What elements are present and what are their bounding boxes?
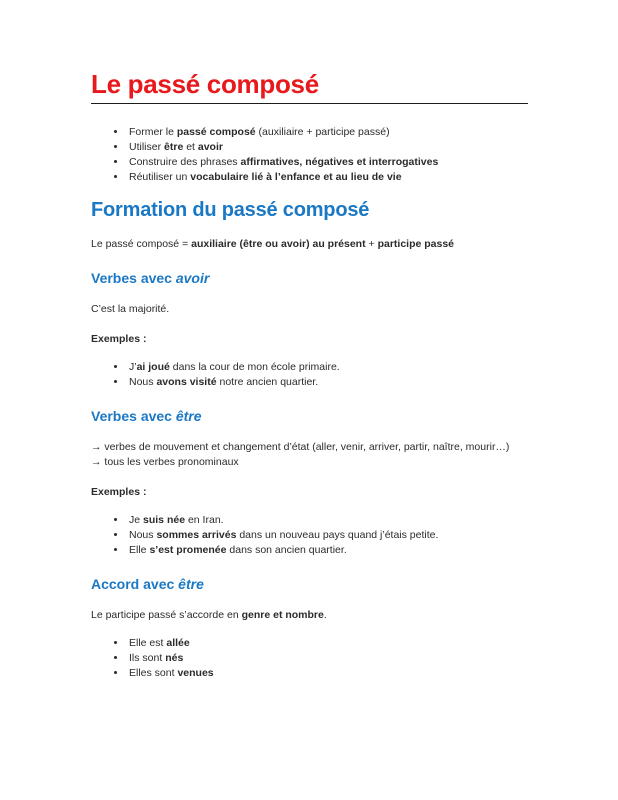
objective-item: • Former le passé composé (auxiliaire + participe passé) [127,125,528,140]
example-item: • Nous avons visité notre ancien quartier. [127,375,528,390]
section-heading-formation: Formation du passé composé [91,199,370,221]
etre-note-movement: → verbes de mouvement et changement d’état (aller, venir, arriver, partir, naître, mourir…) [91,441,510,453]
objective-item: • Construire des phrases affirmatives, négatives et interrogatives [127,155,528,170]
example-item: • J’ai joué dans la cour de mon école primaire. [127,360,528,375]
etre-note-pronominal: → tous les verbes pronominaux [91,456,239,468]
avoir-intro: C’est la majorité. [91,303,170,315]
example-item: • Je suis née en Iran. [127,513,528,528]
avoir-examples-label: Exemples : [91,333,147,345]
document-title: Le passé composé [91,71,528,104]
objective-item: • Utiliser être et avoir [127,140,528,155]
accord-examples-list [91,636,528,681]
example-item: • Elle est allée [127,636,528,651]
subsection-heading-accord-etre: Accord avec être [91,576,204,592]
example-item: • Elles sont venues [127,666,528,681]
etre-examples-list [91,513,528,558]
subsection-heading-verbes-avoir: Verbes avec avoir [91,270,210,286]
objectives-list [91,125,528,185]
example-item: • Elle s’est promenée dans son ancien quartier. [127,543,528,558]
formation-formula: Le passé composé = auxiliaire (être ou avoir) au présent + participe passé [91,238,455,250]
accord-rule: Le participe passé s’accorde en genre et nombre. [91,609,327,621]
subsection-heading-verbes-etre: Verbes avec être [91,408,202,424]
avoir-examples-list [91,360,528,390]
example-item: • Nous sommes arrivés dans un nouveau pays quand j’étais petite. [127,528,528,543]
example-item: • Ils sont nés [127,651,528,666]
etre-examples-label: Exemples : [91,486,147,498]
objective-item: • Réutiliser un vocabulaire lié à l’enfance et au lieu de vie [127,170,528,185]
